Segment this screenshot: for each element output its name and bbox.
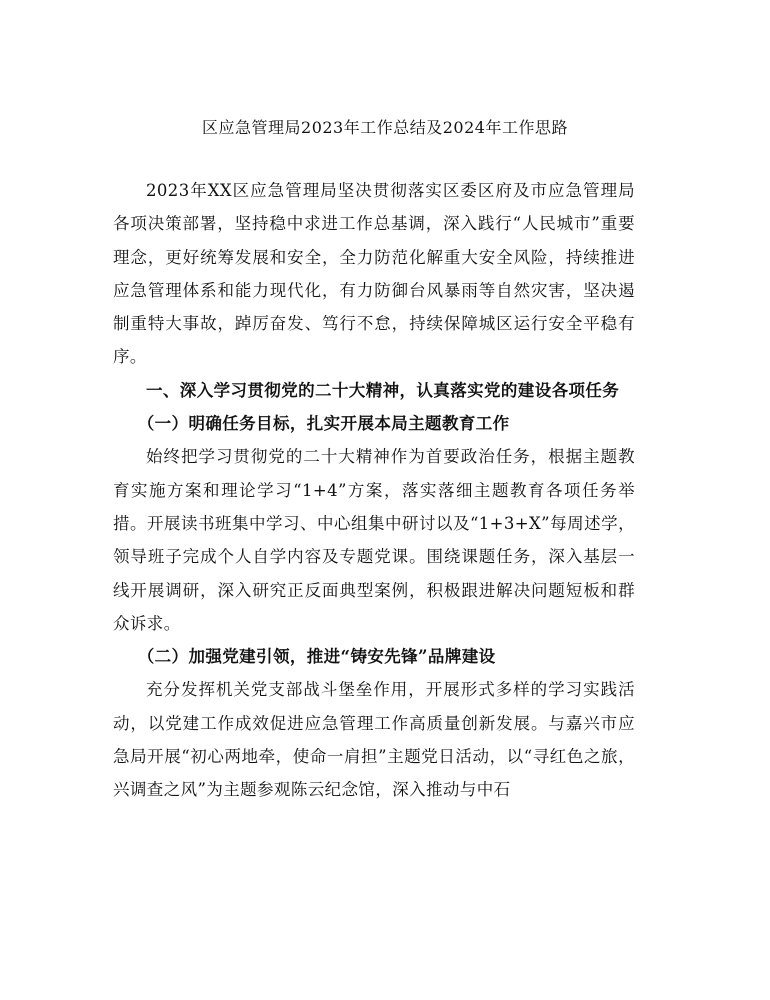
subsection-heading-2: （二）加强党建引领，推进“铸安先锋”品牌建设	[137, 647, 496, 667]
document-body	[113, 174, 635, 807]
section-heading-1: 一、深入学习贯彻党的二十大精神，认真落实党的建设各项任务	[146, 380, 620, 400]
intro-paragraph: 2023年XX区应急管理局坚决贯彻落实区委区府及市应急管理局各项决策部署，坚持稳中求进工作总基调，深入践行“人民城市”重要理念，更好统筹发展和安全，全力防范化解重大安全风险，持续推进应急管理体系和能力现代化，有力防御台风暴雨等自然灾害，坚决遏制重特大事故，踔厉奋发、笃行不怠，持续保障城区运行安全平稳有序。	[113, 181, 635, 367]
subsection-heading-1: （一）明确任务目标，扎实开展本局主题教育工作	[137, 414, 510, 434]
subsection-2-paragraph: 充分发挥机关党支部战斗堡垒作用，开展形式多样的学习实践活动，以党建工作成效促进应急管理工作高质量创新发展。与嘉兴市应急局开展“初心两地牵，使命一肩担”主题党日活动，以“寻红色之旅，兴调查之风”为主题参观陈云纪念馆，深入推动与中石	[113, 680, 635, 800]
subsection-1-paragraph: 始终把学习贯彻党的二十大精神作为首要政治任务，根据主题教育实施方案和理论学习“1+4”方案，落实落细主题教育各项任务举措。开展读书班集中学习、中心组集中研讨以及“1+3+X”每周述学，领导班子完成个人自学内容及专题党课。围绕课题任务，深入基层一线开展调研，深入研究正反面典型案例，积极跟进解决问题短板和群众诉求。	[113, 447, 635, 633]
document-title: 区应急管理局2023年工作总结及2024年工作思路	[202, 118, 568, 137]
